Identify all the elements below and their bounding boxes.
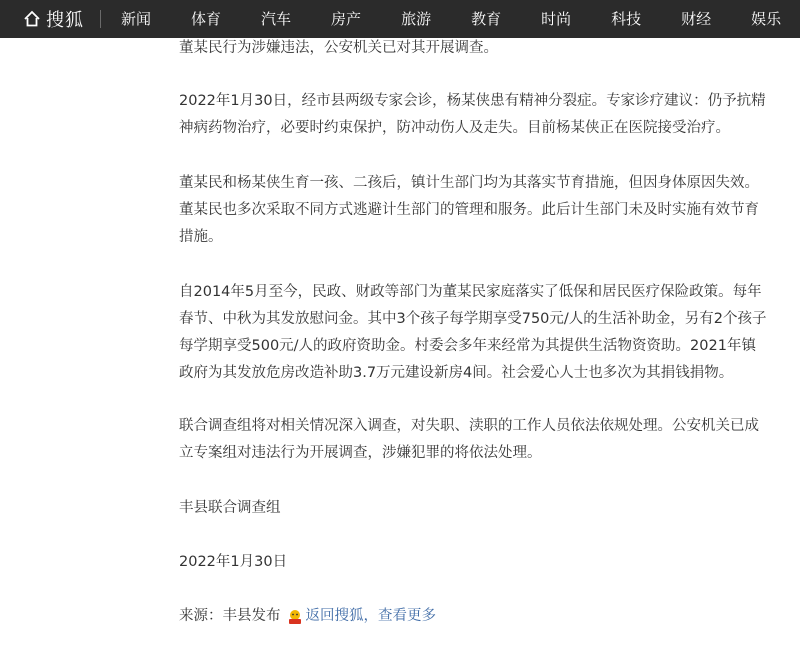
back-to-sohu-link[interactable]: 返回搜狐: [305, 608, 364, 624]
nav-item-finance[interactable]: 财经: [681, 10, 712, 28]
nav-item-travel[interactable]: 旅游: [401, 10, 432, 28]
date-line: 2022年1月30日: [179, 554, 288, 570]
nav-item-entertainment[interactable]: 娱乐: [751, 10, 782, 28]
nav-divider: [100, 10, 101, 28]
sohu-logo[interactable]: [0, 0, 96, 38]
author-line: 丰县联合调查组: [179, 500, 281, 516]
source-line: [179, 603, 769, 630]
nav-item-fashion[interactable]: 时尚: [541, 10, 572, 28]
top-nav-bar: [0, 0, 800, 38]
nav-item-news[interactable]: 新闻: [121, 10, 152, 28]
view-more-link[interactable]: 查看更多: [378, 608, 436, 624]
article-paragraph: 董某民和杨某侠生育一孩、二孩后，镇计生部门均为其落实节育措施，但因身体原因失效。董某民也多次采取不同方式逃避计生部门的管理和服务。此后计生部门未及时实施有效节育措施。: [179, 175, 759, 245]
article-paragraph: 联合调查组将对相关情况深入调查，对失职、渎职的工作人员依法依规处理。公安机关已成立专案组对违法行为开展调查，涉嫌犯罪的将依法处理。: [179, 418, 759, 461]
nav-item-auto[interactable]: 汽车: [261, 10, 292, 28]
home-icon: [22, 9, 42, 29]
source-separator: ，: [363, 608, 378, 624]
source-label: 来源：丰县发布: [179, 608, 281, 624]
nav-item-education[interactable]: 教育: [471, 10, 502, 28]
sohu-badge-icon: [287, 609, 303, 625]
article-paragraph: 董某民行为涉嫌违法，公安机关已对其开展调查。: [179, 40, 498, 56]
article-paragraph: 自2014年5月至今，民政、财政等部门为董某民家庭落实了低保和居民医疗保险政策。每年春节、中秋为其发放慰问金。其中3个孩子每学期享受750元/人的生活补助金，另有2个孩子每学期享受500元/人的政府资助金。村委会多年来经常为其提供生活物资资助。2021年镇政府为其发放危房改造补助3.7万元建设新房4间。社会爱心人士也多次为其捐钱捐物。: [179, 284, 767, 381]
article-paragraph: 2022年1月30日，经市县两级专家会诊，杨某侠患有精神分裂症。专家诊疗建议：仍予抗精神病药物治疗，必要时约束保护，防冲动伤人及走失。目前杨某侠正在医院接受治疗。: [179, 93, 766, 136]
logo-text: 搜狐: [46, 10, 84, 31]
nav-item-sports[interactable]: 体育: [191, 10, 222, 28]
nav-item-tech[interactable]: 科技: [611, 10, 642, 28]
nav-item-house[interactable]: 房产: [331, 10, 362, 28]
channel-nav: [103, 0, 781, 38]
